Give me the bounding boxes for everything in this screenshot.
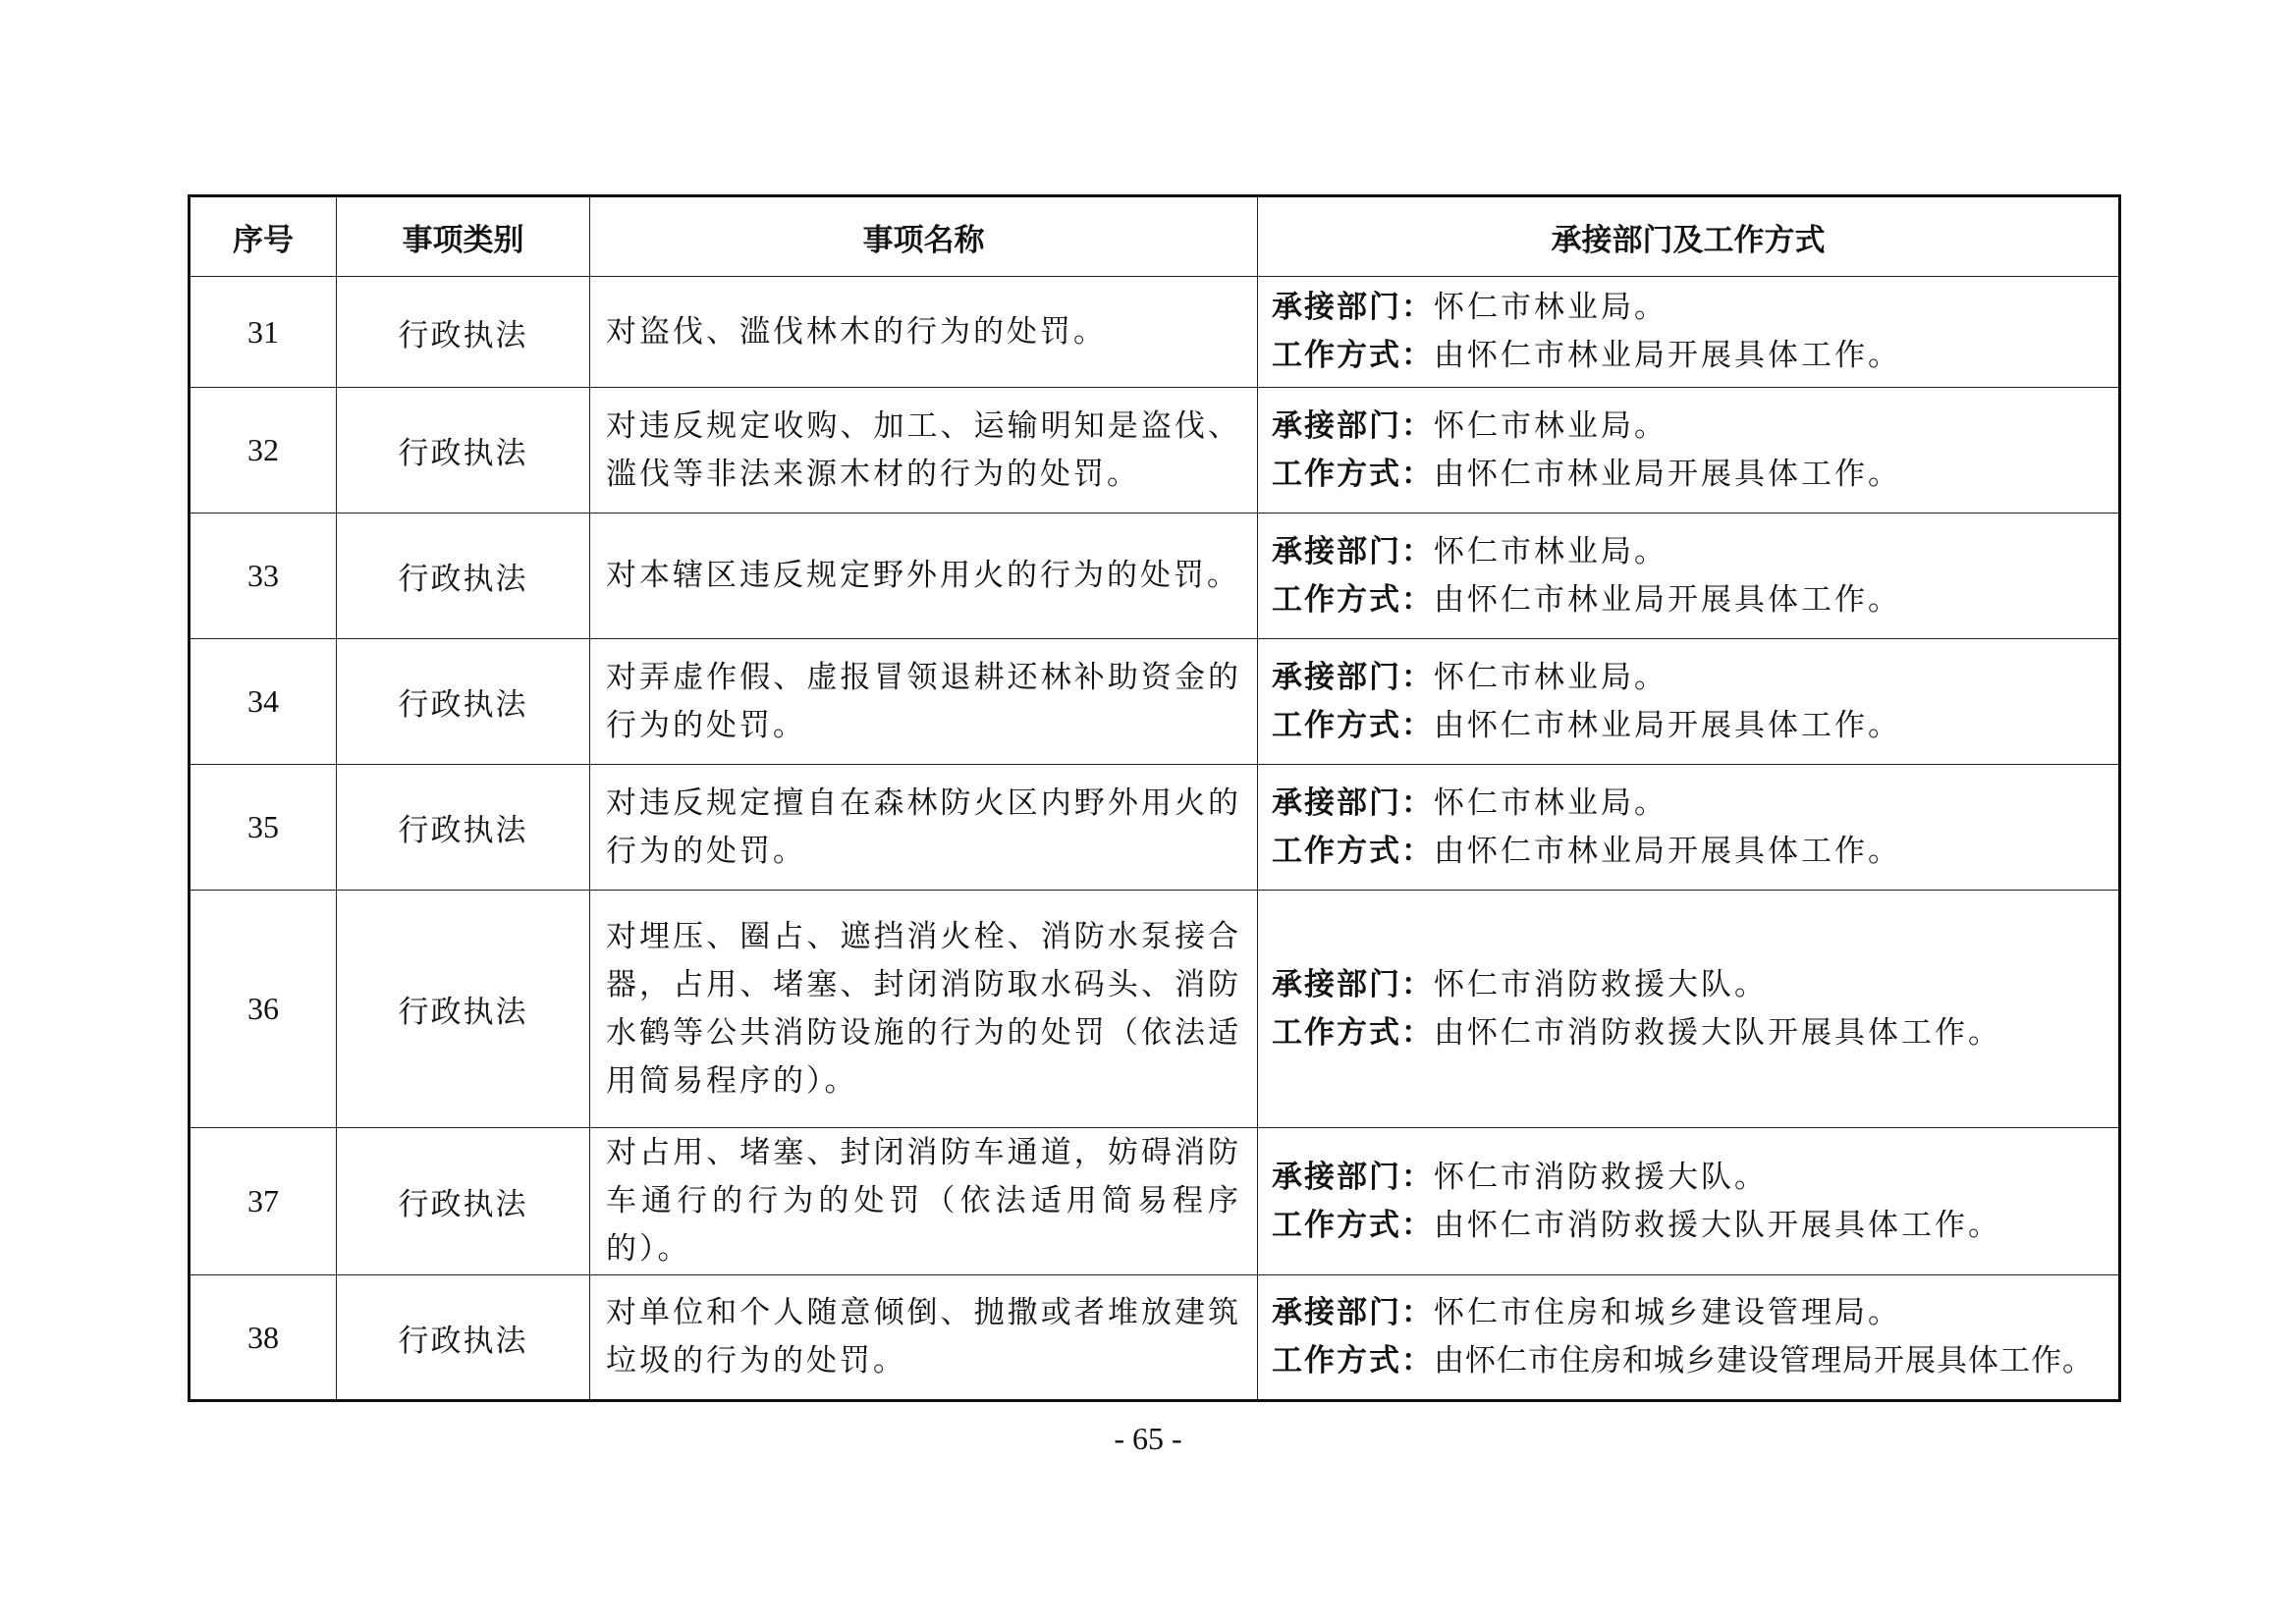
row-dept: [1258, 1275, 2120, 1401]
dept-line: [1272, 1289, 2105, 1337]
method-line: [1272, 332, 2105, 380]
dept-label: 承接部门：: [1272, 407, 1434, 444]
method-value: 由怀仁市林业局开展具体工作。: [1434, 456, 1901, 492]
row-dept: [1258, 639, 2120, 765]
row-category: 行政执法: [337, 765, 590, 891]
method-value: 由怀仁市林业局开展具体工作。: [1434, 581, 1901, 618]
table-row: [190, 639, 2120, 765]
dept-label: 承接部门：: [1272, 966, 1434, 1002]
dept-value: 怀仁市林业局。: [1434, 659, 1667, 695]
method-value: 由怀仁市林业局开展具体工作。: [1434, 338, 1901, 373]
row-category: 行政执法: [337, 891, 590, 1128]
method-value: 由怀仁市住房和城乡建设管理局开展具体工作。: [1434, 1343, 2094, 1379]
dept-line: [1272, 654, 2105, 702]
method-line: [1272, 1202, 2105, 1250]
dept-line: [1272, 1154, 2105, 1202]
dept-value: 怀仁市消防救援大队。: [1434, 1159, 1768, 1195]
row-num: 32: [190, 388, 337, 514]
method-line: [1272, 576, 2105, 624]
table-row: [190, 1275, 2120, 1401]
row-category: 行政执法: [337, 1275, 590, 1401]
dept-line: [1272, 780, 2105, 828]
row-name: 对埋压、圈占、遮挡消火栓、消防水泵接合器，占用、堵塞、封闭消防取水码头、消防水鹤等公共消防设施的行为的处罚（依法适用简易程序的）。: [590, 891, 1258, 1128]
method-value: 由怀仁市林业局开展具体工作。: [1434, 833, 1901, 869]
row-name: 对本辖区违反规定野外用火的行为的处罚。: [590, 514, 1258, 639]
dept-line: [1272, 403, 2105, 451]
dept-value: 怀仁市消防救援大队。: [1434, 966, 1768, 1002]
row-num: 36: [190, 891, 337, 1128]
dept-value: 怀仁市林业局。: [1434, 533, 1667, 569]
dept-label: 承接部门：: [1272, 533, 1434, 569]
table-row: [190, 891, 2120, 1128]
table-row: [190, 514, 2120, 639]
header-name: 事项名称: [590, 196, 1258, 277]
items-table: [188, 194, 2121, 1402]
method-label: 工作方式：: [1272, 1207, 1434, 1243]
row-name: 对单位和个人随意倾倒、抛撒或者堆放建筑垃圾的行为的处罚。: [590, 1275, 1258, 1401]
row-category: 行政执法: [337, 277, 590, 388]
method-value: 由怀仁市林业局开展具体工作。: [1434, 707, 1901, 743]
row-dept: [1258, 1128, 2120, 1275]
method-label: 工作方式：: [1272, 338, 1434, 373]
row-category: 行政执法: [337, 1128, 590, 1275]
header-category: 事项类别: [337, 196, 590, 277]
row-dept: [1258, 765, 2120, 891]
dept-value: 怀仁市林业局。: [1434, 784, 1667, 821]
table-row: [190, 277, 2120, 388]
header-num: 序号: [190, 196, 337, 277]
method-value: 由怀仁市消防救援大队开展具体工作。: [1434, 1014, 2001, 1051]
method-label: 工作方式：: [1272, 456, 1434, 492]
method-label: 工作方式：: [1272, 581, 1434, 618]
dept-label: 承接部门：: [1272, 784, 1434, 821]
method-line: [1272, 1337, 2105, 1385]
header-dept: 承接部门及工作方式: [1258, 196, 2120, 277]
row-category: 行政执法: [337, 388, 590, 514]
method-label: 工作方式：: [1272, 833, 1434, 869]
row-name: 对占用、堵塞、封闭消防车通道，妨碍消防车通行的行为的处罚（依法适用简易程序的）。: [590, 1128, 1258, 1275]
dept-line: [1272, 961, 2105, 1009]
dept-line: [1272, 528, 2105, 576]
row-dept: [1258, 891, 2120, 1128]
method-label: 工作方式：: [1272, 1343, 1434, 1379]
row-num: 33: [190, 514, 337, 639]
row-name: 对违反规定收购、加工、运输明知是盗伐、滥伐等非法来源木材的行为的处罚。: [590, 388, 1258, 514]
dept-value: 怀仁市住房和城乡建设管理局。: [1434, 1295, 1901, 1330]
row-name: 对违反规定擅自在森林防火区内野外用火的行为的处罚。: [590, 765, 1258, 891]
row-num: 31: [190, 277, 337, 388]
row-num: 35: [190, 765, 337, 891]
row-num: 37: [190, 1128, 337, 1275]
row-num: 38: [190, 1275, 337, 1401]
row-num: 34: [190, 639, 337, 765]
dept-label: 承接部门：: [1272, 1295, 1434, 1330]
page-number: - 65 -: [1114, 1421, 1182, 1456]
dept-value: 怀仁市林业局。: [1434, 407, 1667, 444]
table-header-row: [190, 196, 2120, 277]
method-line: [1272, 828, 2105, 876]
row-name: 对盗伐、滥伐林木的行为的处罚。: [590, 277, 1258, 388]
row-dept: [1258, 388, 2120, 514]
method-label: 工作方式：: [1272, 1014, 1434, 1051]
table-row: [190, 388, 2120, 514]
row-dept: [1258, 514, 2120, 639]
method-line: [1272, 451, 2105, 499]
row-category: 行政执法: [337, 514, 590, 639]
dept-label: 承接部门：: [1272, 659, 1434, 695]
method-value: 由怀仁市消防救援大队开展具体工作。: [1434, 1207, 2001, 1243]
dept-label: 承接部门：: [1272, 290, 1434, 325]
row-category: 行政执法: [337, 639, 590, 765]
method-line: [1272, 702, 2105, 750]
dept-label: 承接部门：: [1272, 1159, 1434, 1195]
row-name: 对弄虚作假、虚报冒领退耕还林补助资金的行为的处罚。: [590, 639, 1258, 765]
method-line: [1272, 1009, 2105, 1057]
dept-line: [1272, 284, 2105, 332]
method-label: 工作方式：: [1272, 707, 1434, 743]
dept-value: 怀仁市林业局。: [1434, 290, 1667, 325]
row-dept: [1258, 277, 2120, 388]
table-row: [190, 1128, 2120, 1275]
table-row: [190, 765, 2120, 891]
